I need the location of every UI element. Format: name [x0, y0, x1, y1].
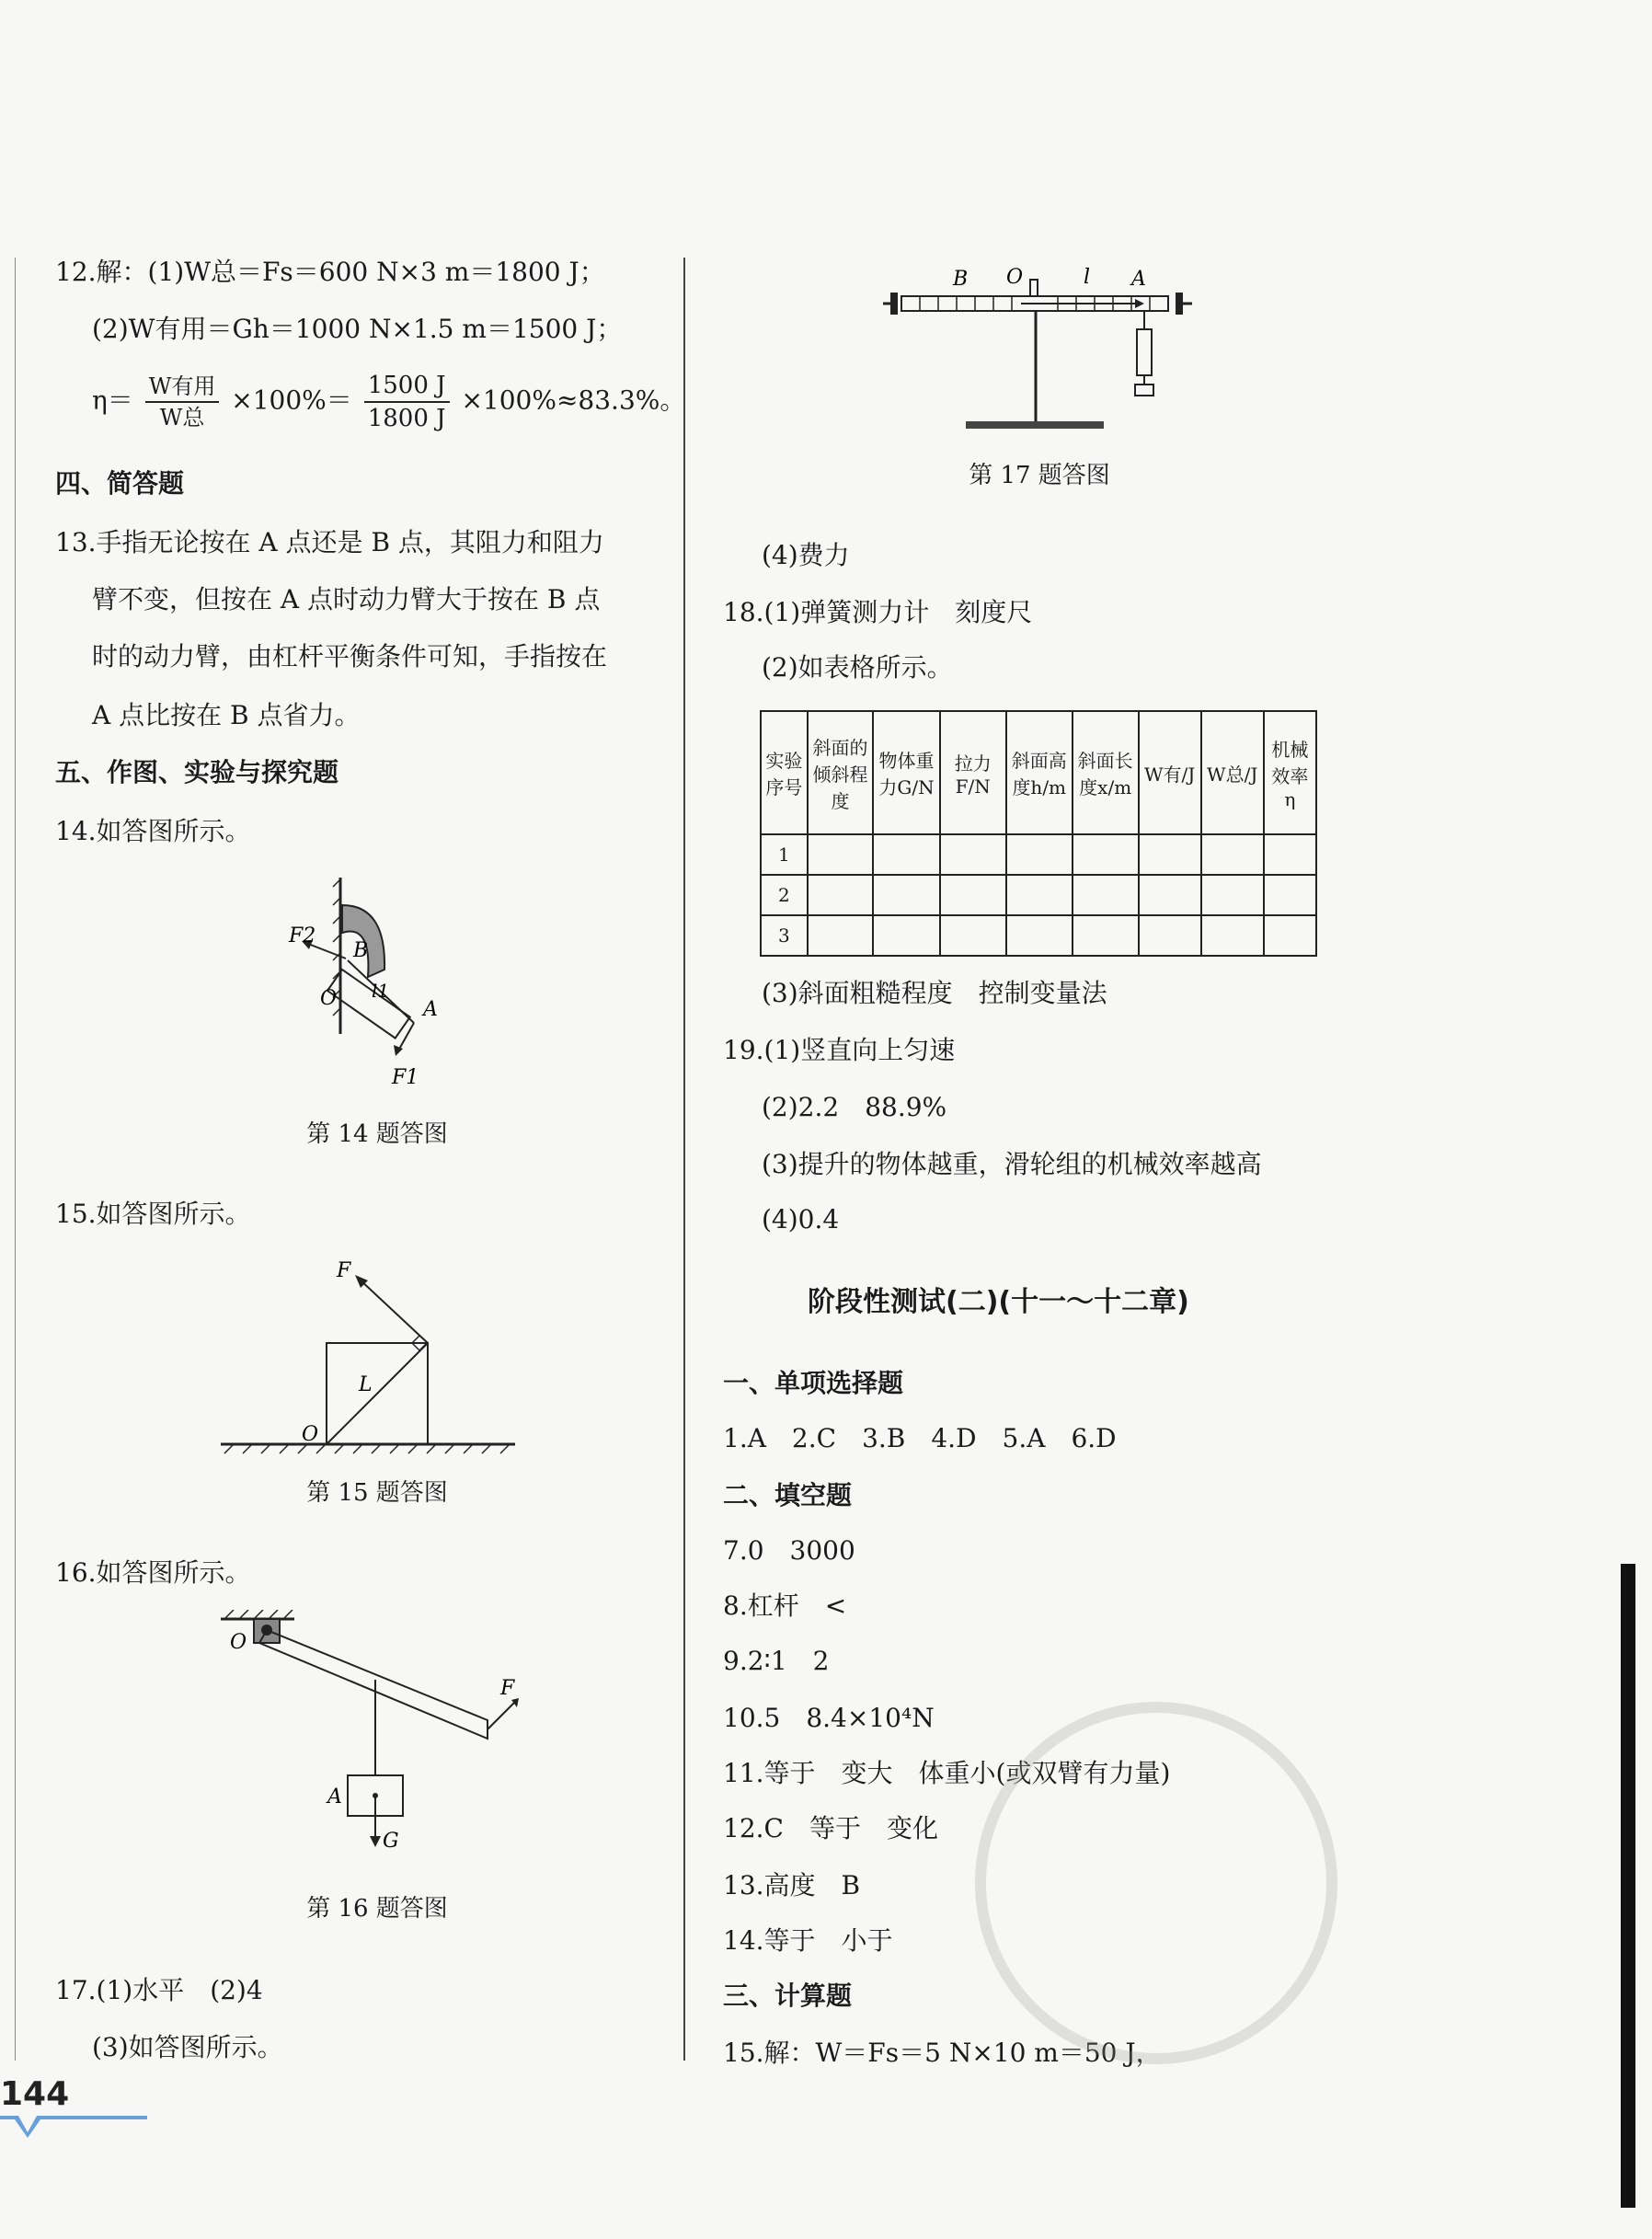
table-header: 斜面长度x/m	[1073, 711, 1139, 834]
section-fill-blank: 二、填空题	[723, 1480, 853, 1510]
fig15-label-f: F	[337, 1259, 351, 1282]
fig17-label-b: B	[953, 268, 969, 291]
table-cell: 1	[761, 834, 808, 875]
fraction-work-num: W有用	[145, 372, 220, 403]
fig14-label-a: A	[423, 998, 438, 1021]
table-row	[761, 875, 1316, 915]
q12-mid: ×100%＝	[231, 385, 352, 416]
table-header: W有/J	[1139, 711, 1201, 834]
fig14-label-f1: F1	[392, 1066, 419, 1089]
answer-14: 14.等于 小于	[723, 1925, 893, 1956]
fig17-label-l: l	[1084, 266, 1091, 289]
figure-14	[276, 868, 478, 1098]
q15-text: 15.如答图所示。	[55, 1199, 251, 1229]
q19-3: (3)提升的物体越重，滑轮组的机械效率越高	[762, 1149, 1262, 1179]
column-divider	[683, 258, 685, 2061]
table-cell: 2	[761, 875, 808, 915]
q17-line1: 17.(1)水平 (2)4	[55, 1975, 263, 2005]
watermark-stamp	[975, 1702, 1337, 2064]
answer-7: 7.0 3000	[723, 1535, 855, 1566]
fig15-label-l: L	[359, 1373, 373, 1396]
q12-efficiency	[92, 370, 685, 434]
section-short-answer: 四、简答题	[55, 468, 185, 499]
fraction-work	[145, 372, 220, 432]
table-header: 拉力F/N	[940, 711, 1006, 834]
test-title: 阶段性测试(二)(十一～十二章)	[808, 1286, 1189, 1318]
table-cell: 3	[761, 915, 808, 956]
answer-10: 10.5 8.4×10⁴N	[723, 1703, 935, 1733]
fraction-work-den: W总	[159, 405, 205, 431]
q12-eta-prefix: η＝	[92, 385, 133, 416]
section-drawing-experiment: 五、作图、实验与探究题	[55, 757, 339, 787]
table-row	[761, 915, 1316, 956]
fig16-label-o: O	[230, 1631, 247, 1654]
table-header: 物体重力G/N	[873, 711, 939, 834]
fig17-label-a: A	[1131, 268, 1146, 291]
q12-line1: 12.解：(1)W总＝Fs＝600 N×3 m＝1800 J；	[55, 257, 605, 287]
fig14-label-b: B	[353, 939, 369, 962]
section-calculation: 三、计算题	[723, 1981, 853, 2011]
caption-17: 第 17 题答图	[969, 462, 1110, 489]
section-single-choice: 一、单项选择题	[723, 1368, 904, 1398]
q13-line4: A 点比按在 B 点省力。	[92, 700, 361, 730]
table-header: 机械效率η	[1264, 711, 1316, 834]
table-header: W总/J	[1201, 711, 1264, 834]
q17-line2: (3)如答图所示。	[92, 2032, 283, 2062]
answer-11: 11.等于 变大 体重小(或双臂有力量)	[723, 1758, 1171, 1788]
caption-16: 第 16 题答图	[306, 1895, 448, 1923]
table-header-row	[761, 711, 1316, 834]
experiment-table	[760, 710, 1317, 957]
q18-3: (3)斜面粗糙程度 控制变量法	[762, 978, 1107, 1008]
fraction-joules	[364, 370, 450, 434]
q19-2: (2)2.2 88.9%	[762, 1092, 947, 1122]
q18-2: (2)如表格所示。	[762, 652, 953, 683]
answer-8: 8.杠杆 <	[723, 1590, 847, 1621]
q14-text: 14.如答图所示。	[55, 816, 251, 846]
figure-16	[212, 1610, 552, 1849]
q12-line2: (2)W有用＝Gh＝1000 N×1.5 m＝1500 J；	[92, 314, 623, 344]
fig16-label-a: A	[327, 1785, 342, 1808]
q16-text: 16.如答图所示。	[55, 1557, 251, 1588]
caption-15: 第 15 题答图	[306, 1479, 448, 1507]
fig16-label-f: F	[500, 1677, 515, 1700]
q13-line1: 13.手指无论按在 A 点还是 B 点，其阻力和阻力	[55, 527, 604, 557]
fig14-label-l: l1	[372, 980, 390, 1002]
table-row	[761, 834, 1316, 875]
table-header: 斜面的倾斜程度	[808, 711, 874, 834]
caption-14: 第 14 题答图	[306, 1120, 448, 1148]
answer-12: 12.C 等于 变化	[723, 1813, 938, 1843]
page-number: 144	[0, 2075, 70, 2113]
answers-1-6: 1.A 2.C 3.B 4.D 5.A 6.D	[723, 1423, 1117, 1453]
fig15-label-o: O	[302, 1423, 319, 1446]
left-margin-line	[15, 258, 16, 2061]
figure-17	[883, 256, 1196, 440]
fraction-joules-num: 1500 J	[364, 370, 450, 403]
fig17-label-o: O	[1006, 266, 1024, 289]
q18-1: 18.(1)弹簧测力计 刻度尺	[723, 597, 1033, 627]
fig16-label-g: G	[383, 1830, 399, 1849]
q13-line3: 时的动力臂，由杠杆平衡条件可知，手指按在	[92, 641, 608, 672]
fig14-label-o: O	[320, 987, 338, 1010]
answer-13: 13.高度 B	[723, 1870, 861, 1900]
answer-9: 9.2∶1 2	[723, 1646, 830, 1676]
table-header: 斜面高度h/m	[1006, 711, 1073, 834]
q19-1: 19.(1)竖直向上匀速	[723, 1035, 956, 1065]
figure-15	[212, 1251, 533, 1472]
answer-15: 15.解：W＝Fs＝5 N×10 m＝50 J，	[723, 2038, 1162, 2068]
q13-line2: 臂不变，但按在 A 点时动力臂大于按在 B 点	[92, 584, 601, 614]
table-header: 实验序号	[761, 711, 808, 834]
fraction-joules-den: 1800 J	[367, 405, 446, 432]
page-number-ribbon	[0, 2112, 147, 2140]
q12-tail: ×100%≈83.3%。	[461, 385, 686, 416]
fig14-label-f2: F2	[289, 924, 316, 947]
q19-4: (4)0.4	[762, 1204, 840, 1234]
scan-edge-shadow	[1621, 1564, 1635, 2208]
q17-4: (4)费力	[762, 540, 850, 570]
